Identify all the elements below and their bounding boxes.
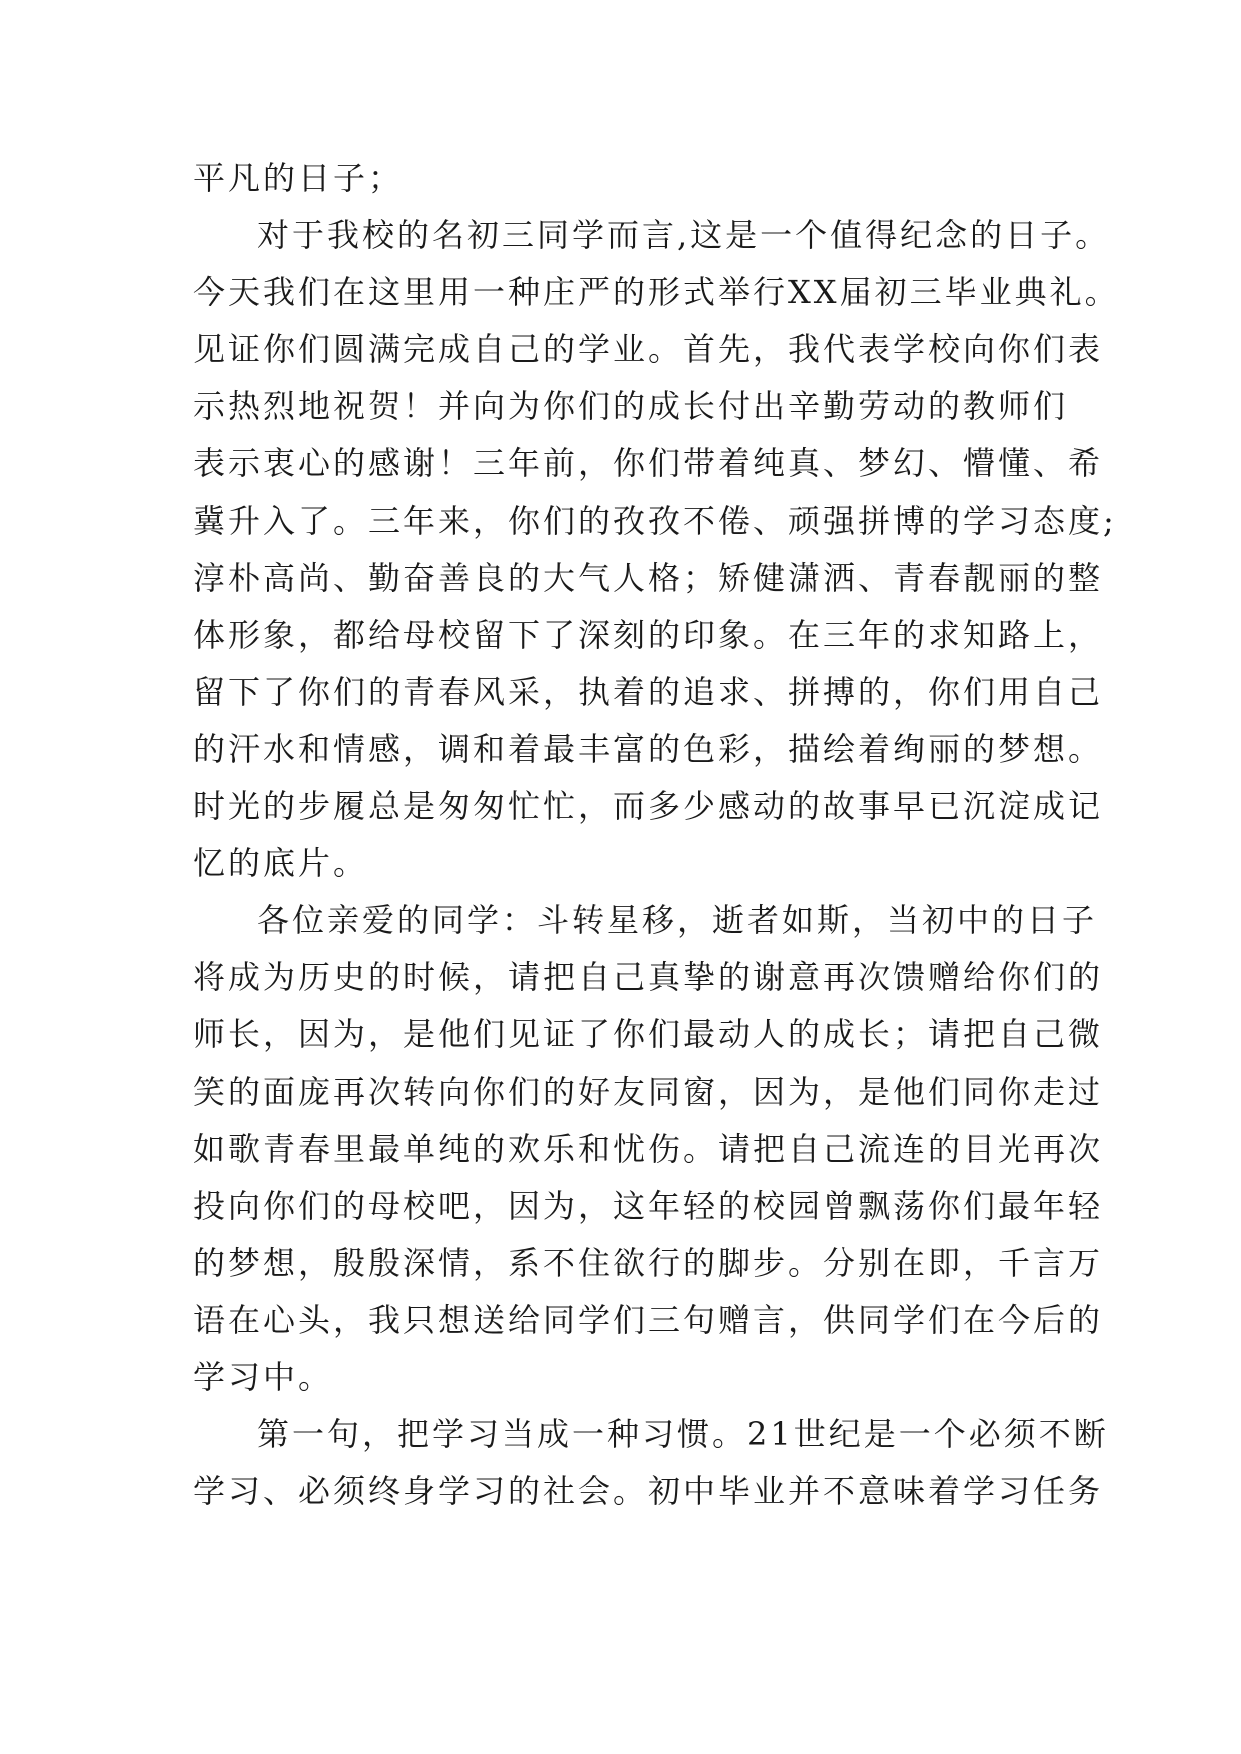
text-line: 留下了你们的青春风采，执着的追求、拼搏的，你们用自己 [193, 672, 1104, 711]
text-line: 笑的面庞再次转向你们的好友同窗，因为，是他们同你走过 [193, 1072, 1104, 1111]
text-line: 学习、必须终身学习的社会。初中毕业并不意味着学习任务 [193, 1472, 1104, 1511]
document-body [193, 150, 1120, 1520]
text-line: 各位亲爱的同学：斗转星移，逝者如斯，当初中的日子 [257, 901, 1098, 940]
text-line: 如歌青春里最单纯的欢乐和忧伤。请把自己流连的目光再次 [193, 1129, 1104, 1168]
text-line: 的汗水和情感，调和着最丰富的色彩，描绘着绚丽的梦想。 [193, 729, 1104, 768]
text-line: 时光的步履总是匆匆忙忙，而多少感动的故事早已沉淀成记 [193, 787, 1104, 826]
text-line: 忆的底片。 [193, 844, 369, 883]
text-line: 第一句，把学习当成一种习惯。21世纪是一个必须不断 [257, 1415, 1109, 1454]
text-line: 师长，因为，是他们见证了你们最动人的成长；请把自己微 [193, 1015, 1104, 1054]
text-line: 冀升入了。三年来，你们的孜孜不倦、顽强拼博的学习态度; [193, 501, 1117, 540]
text-line: 体形象，都给母校留下了深刻的印象。在三年的求知路上， [193, 615, 1104, 654]
text-line: 将成为历史的时候，请把自己真挚的谢意再次馈赠给你们的 [193, 958, 1104, 997]
text-line: 对于我校的名初三同学而言,这是一个值得纪念的日子。 [257, 216, 1111, 255]
text-line: 学习中。 [193, 1357, 334, 1396]
text-line: 投向你们的母校吧，因为，这年轻的校园曾飘荡你们最年轻 [193, 1186, 1104, 1225]
text-line: 见证你们圆满完成自己的学业。首先，我代表学校向你们表 [193, 330, 1104, 369]
text-line: 平凡的日子； [193, 159, 404, 197]
text-line: 淳朴高尚、勤奋善良的大气人格；矫健潇洒、青春靓丽的整 [193, 558, 1104, 597]
text-line: 表示衷心的感谢！三年前，你们带着纯真、梦幻、懵懂、希 [193, 444, 1104, 483]
text-line: 今天我们在这里用一种庄严的形式举行XX届初三毕业典礼。 [193, 273, 1120, 312]
text-line: 语在心头，我只想送给同学们三句赠言，供同学们在今后的 [193, 1300, 1104, 1339]
text-line: 示热烈地祝贺！并向为你们的成长付出辛勤劳动的教师们 [193, 387, 1069, 426]
text-line: 的梦想，殷殷深情，系不住欲行的脚步。分别在即，千言万 [193, 1243, 1104, 1282]
